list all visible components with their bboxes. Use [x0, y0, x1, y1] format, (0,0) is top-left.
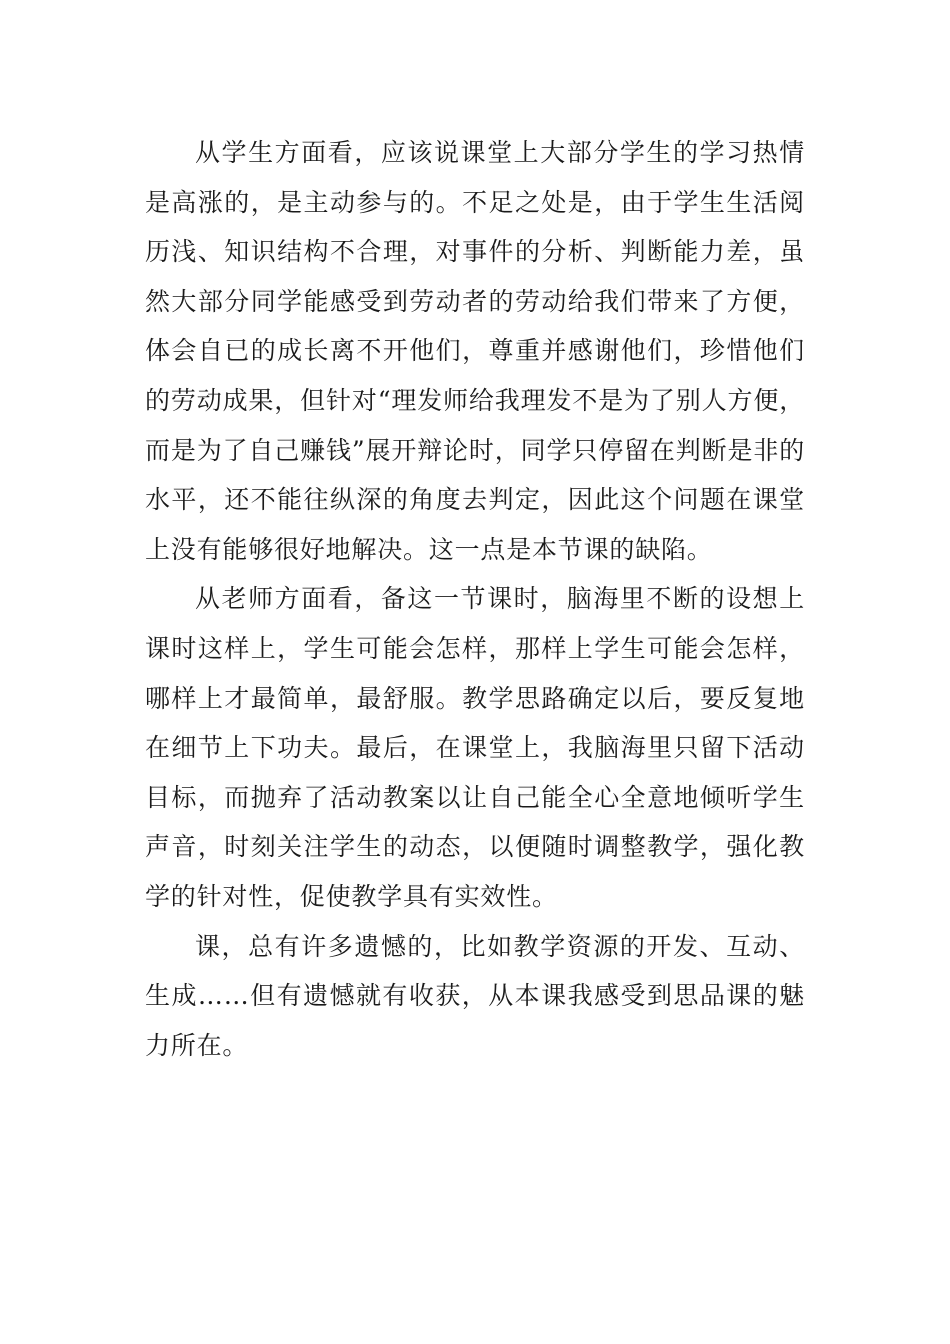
body-text [145, 128, 805, 1070]
paragraph-conclusion: 课，总有许多遗憾的，比如教学资源的开发、互动、生成……但有遗憾就有收获，从本课我感受到思品课的魅力所在。 [145, 931, 805, 1060]
paragraph-teacher-perspective: 从老师方面看，备这一节课时，脑海里不断的设想上课时这样上，学生可能会怎样，那样上学生可能会怎样，哪样上才最简单，最舒服。教学思路确定以后，要反复地在细节上下功夫。最后，在课堂上，我脑海里只留下活动目标，而抛弃了活动教案以让自己能全心全意地倾听学生声音，时刻关注学生的动态，以便随时调整教学，强化教学的针对性，促使教学具有实效性。 [145, 584, 805, 911]
paragraph-student-perspective: 从学生方面看，应该说课堂上大部分学生的学习热情是高涨的，是主动参与的。不足之处是，由于学生生活阅历浅、知识结构不合理，对事件的分析、判断能力差，虽然大部分同学能感受到劳动者的劳动给我们带来了方便，体会自已的成长离不开他们，尊重并感谢他们，珍惜他们的劳动成果，但针对“理发师给我理发不是为了别人方便，而是为了自己赚钱”展开辩论时，同学只停留在判断是非的水平，还不能往纵深的角度去判定，因此这个问题在课堂上没有能够很好地解决。这一点是本节课的缺陷。 [145, 138, 805, 564]
